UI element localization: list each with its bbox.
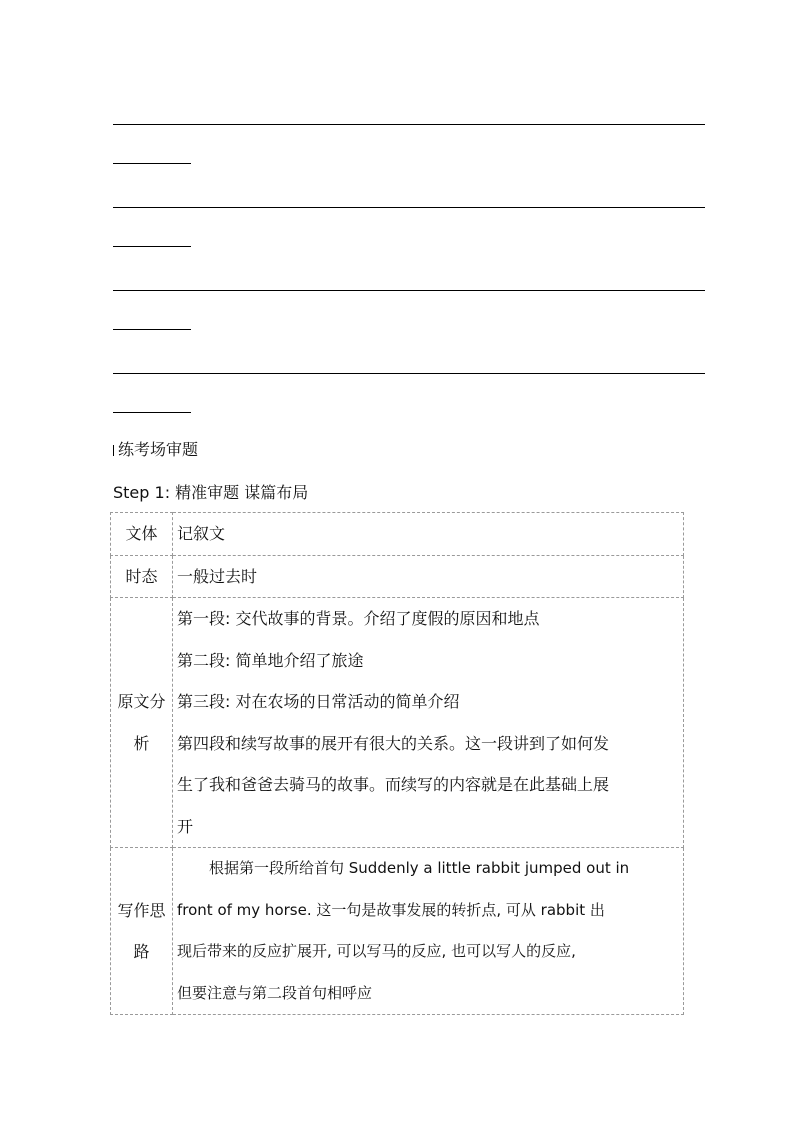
row-label: 时态 (111, 555, 173, 598)
content-line: 第四段和续写故事的展开有很大的关系。这一段讲到了如何发 (177, 733, 610, 753)
answer-line-short-4 (113, 412, 191, 413)
label-line: 写作思 (117, 900, 166, 920)
content-line: front of my horse. 这一句是故事发展的转折点, 可从 rabbit 出 (177, 900, 605, 919)
row-content (173, 555, 684, 598)
table-row-writing-idea (111, 848, 684, 1015)
analysis-table (110, 512, 684, 1015)
content-line: 但要注意与第二段首句相呼应 (177, 983, 373, 1002)
row-label (111, 598, 173, 848)
row-label (111, 848, 173, 1015)
content-line: 开 (177, 816, 194, 836)
content-line: 第三段: 对在农场的日常活动的简单介绍 (177, 692, 460, 711)
answer-line-short-3 (113, 329, 191, 330)
row-content (173, 848, 684, 1015)
row-content (173, 513, 684, 556)
content-line: 生了我和爸爸去骑马的故事。而续写的内容就是在此基础上展 (177, 775, 610, 794)
step-title: Step 1: 精准审题 谋篇布局 (113, 483, 309, 502)
section-title (113, 440, 198, 460)
content-line: 根据第一段所给首句 Suddenly a little rabbit jumped out in (209, 859, 630, 877)
answer-line-3 (113, 290, 705, 291)
section-title-text: 练考场审题 (118, 440, 199, 459)
label-line: 原文分 (117, 692, 166, 711)
answer-line-1 (113, 124, 705, 125)
answer-line-short-1 (113, 163, 191, 164)
content-line: 现后带来的反应扩展开, 可以写马的反应, 也可以写人的反应, (177, 942, 576, 960)
label-line: 路 (133, 942, 150, 961)
content-line: 第二段: 简单地介绍了旅途 (177, 650, 364, 670)
table-row-analysis (111, 598, 684, 848)
label-line: 析 (133, 733, 150, 753)
row-content (173, 598, 684, 848)
answer-line-4 (113, 373, 705, 374)
section-marker (113, 445, 114, 456)
answer-line-short-2 (113, 246, 191, 247)
content-line: 一般过去时 (177, 566, 258, 586)
table-row-genre (111, 513, 684, 556)
row-label: 文体 (111, 513, 173, 556)
answer-line-2 (113, 207, 705, 208)
content-line: 记叙文 (177, 524, 226, 543)
content-line: 第一段: 交代故事的背景。介绍了度假的原因和地点 (177, 609, 540, 628)
table-row-tense (111, 555, 684, 598)
